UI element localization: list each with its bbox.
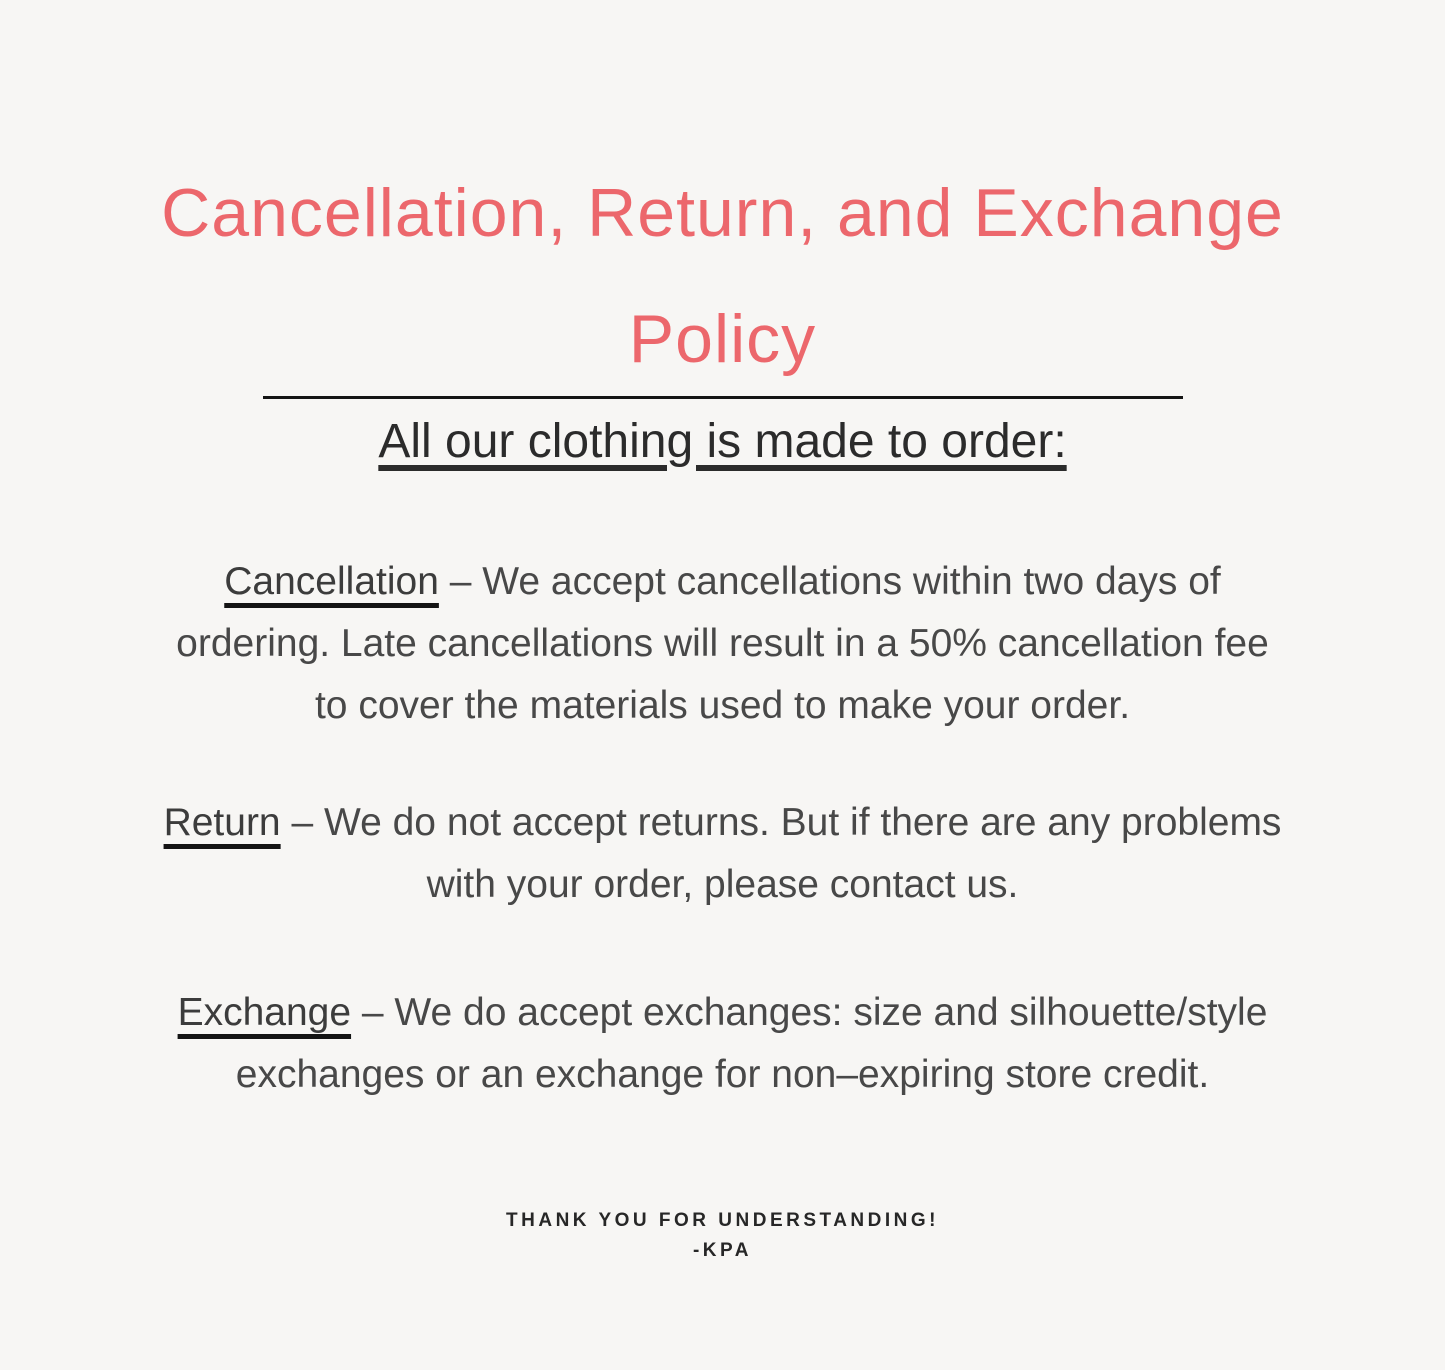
footer-signature: -KPA — [692, 1240, 753, 1261]
return-paragraph — [0, 792, 1445, 916]
return-term: Return — [163, 801, 281, 844]
cancellation-term: Cancellation — [224, 560, 439, 603]
footer — [0, 1206, 1445, 1266]
return-line-1 — [0, 792, 1445, 854]
exchange-line-2: exchanges or an exchange for non–expiring store credit. — [235, 1053, 1210, 1096]
exchange-term: Exchange — [177, 991, 352, 1034]
return-line-2: with your order, please contact us. — [426, 863, 1019, 906]
title-line-2: Policy — [628, 301, 817, 377]
policy-title — [0, 150, 1445, 402]
return-line-1-rest: – We do not accept returns. But if there are any problems — [280, 801, 1282, 844]
made-to-order-heading: All our clothing is made to order: — [378, 415, 1067, 468]
cancellation-line-3: to cover the materials used to make your order. — [314, 684, 1131, 727]
exchange-line-1 — [0, 982, 1445, 1044]
footer-thanks-text: THANK YOU FOR UNDERSTANDING! — [506, 1210, 939, 1231]
exchange-paragraph — [0, 982, 1445, 1106]
title-line-1: Cancellation, Return, and Exchange — [161, 175, 1284, 251]
cancellation-line-1-rest: – We accept cancellations within two days of — [438, 560, 1221, 603]
cancellation-line-2: ordering. Late cancellations will result in a 50% cancellation fee — [176, 622, 1269, 665]
cancellation-paragraph — [0, 551, 1445, 737]
exchange-line-1-rest: – We do accept exchanges: size and silhouette/style — [351, 991, 1268, 1034]
cancellation-line-1 — [0, 551, 1445, 613]
